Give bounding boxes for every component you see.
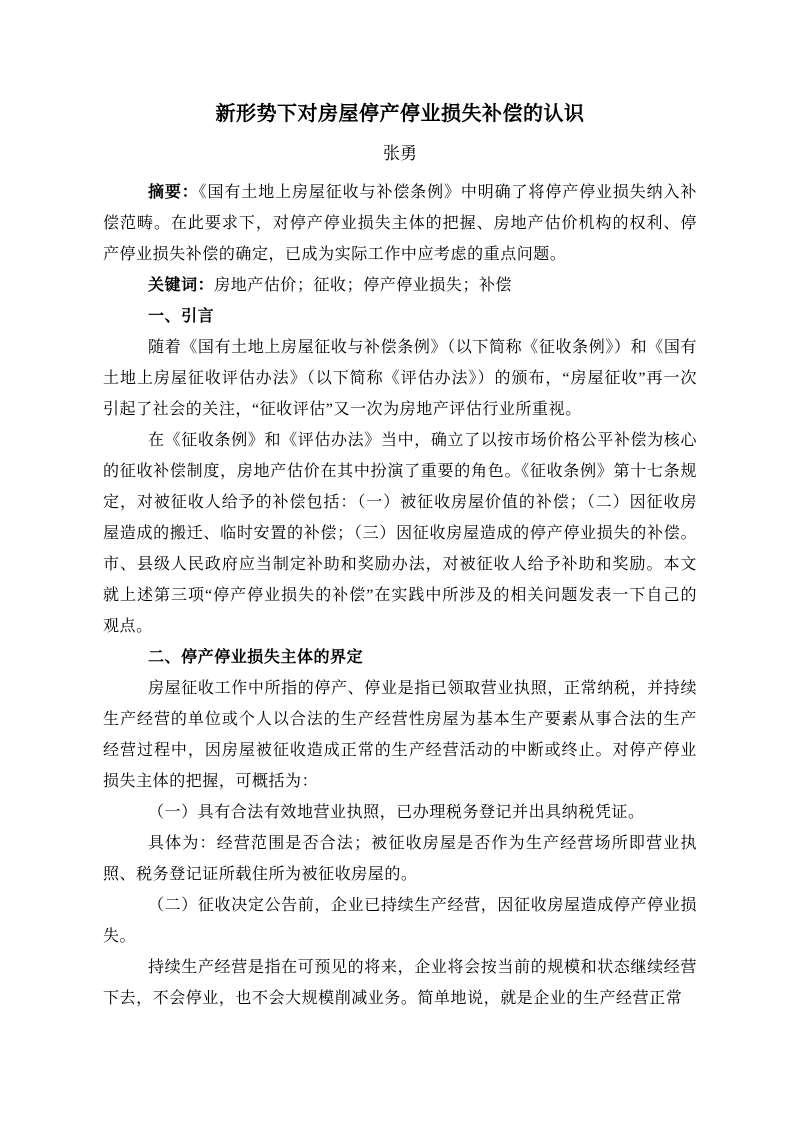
section-2-paragraph-5: 持续生产经营是指在可预见的将来，企业将会按当前的规模和状态继续经营下去，不会停业，也不会大规模削减业务。简单地说，就是企业的生产经营正常 xyxy=(103,959,697,1007)
section-2-paragraph-1: 房屋征收工作中所指的停产、停业是指已领取营业执照，正常纳税，并持续生产经营的单位或个人以合法的生产经营性房屋为基本生产要素从事合法的生产经营过程中，因房屋被征收造成正常的生产经营活动的中断或终止。对停产停业损失主体的把握，可概括为： xyxy=(103,680,697,790)
author-name: 张勇 xyxy=(383,144,417,163)
keywords-line xyxy=(103,270,697,301)
section-1-paragraph-2: 在《征收条例》和《评估办法》当中，确立了以按市场价格公平补偿为核心的征收补偿制度，房地产估价在其中扮演了重要的角色。《征收条例》第十七条规定，对被征收人给予的补偿包括：（一）被征收房屋价值的补偿；（二）因征收房屋造成的搬迁、临时安置的补偿；（三）因征收房屋造成的停产停业损失的补偿。市、县级人民政府应当制定补助和奖励办法，对被征收人给予补助和奖励。本文就上述第三项“停产停业损失的补偿”在实践中所涉及的相关问题发表一下自己的观点。 xyxy=(103,432,697,635)
section-1-heading: 一、引言 xyxy=(148,308,215,325)
abstract-paragraph xyxy=(103,177,697,270)
section-2-paragraph-4: （二）征收决定公告前，企业已持续生产经营，因征收房屋造成停产停业损失。 xyxy=(103,897,697,945)
section-1-paragraph-1: 随着《国有土地上房屋征收与补偿条例》（以下简称《征收条例》）和《国有土地上房屋征收评估办法》（以下简称《评估办法》）的颁布，“房屋征收”再一次引起了社会的关注，“征收评估”又一次为房地产评估行业所重视。 xyxy=(103,339,697,418)
keywords-text: 房地产估价；征收；停产停业损失；补偿 xyxy=(214,277,513,294)
keywords-label: 关键词： xyxy=(148,277,215,294)
abstract-label: 摘要： xyxy=(148,184,199,201)
document-body xyxy=(103,177,697,1014)
section-2-heading: 二、停产停业损失主体的界定 xyxy=(148,649,364,666)
page-title: 新形势下对房屋停产停业损失补偿的认识 xyxy=(215,103,585,125)
section-2-paragraph-3: 具体为：经营范围是否合法；被征收房屋是否作为生产经营场所即营业执照、税务登记证所载住所为被征收房屋的。 xyxy=(103,835,697,883)
section-2-paragraph-2: （一）具有合法有效地营业执照，已办理税务登记并出具纳税凭证。 xyxy=(148,804,645,821)
abstract-text: 《国有土地上房屋征收与补偿条例》中明确了将停产停业损失纳入补偿范畴。在此要求下，对停产停业损失主体的把握、房地产估价机构的权利、停产停业损失补偿的确定，已成为实际工作中应考虑的重点问题。 xyxy=(103,184,697,263)
